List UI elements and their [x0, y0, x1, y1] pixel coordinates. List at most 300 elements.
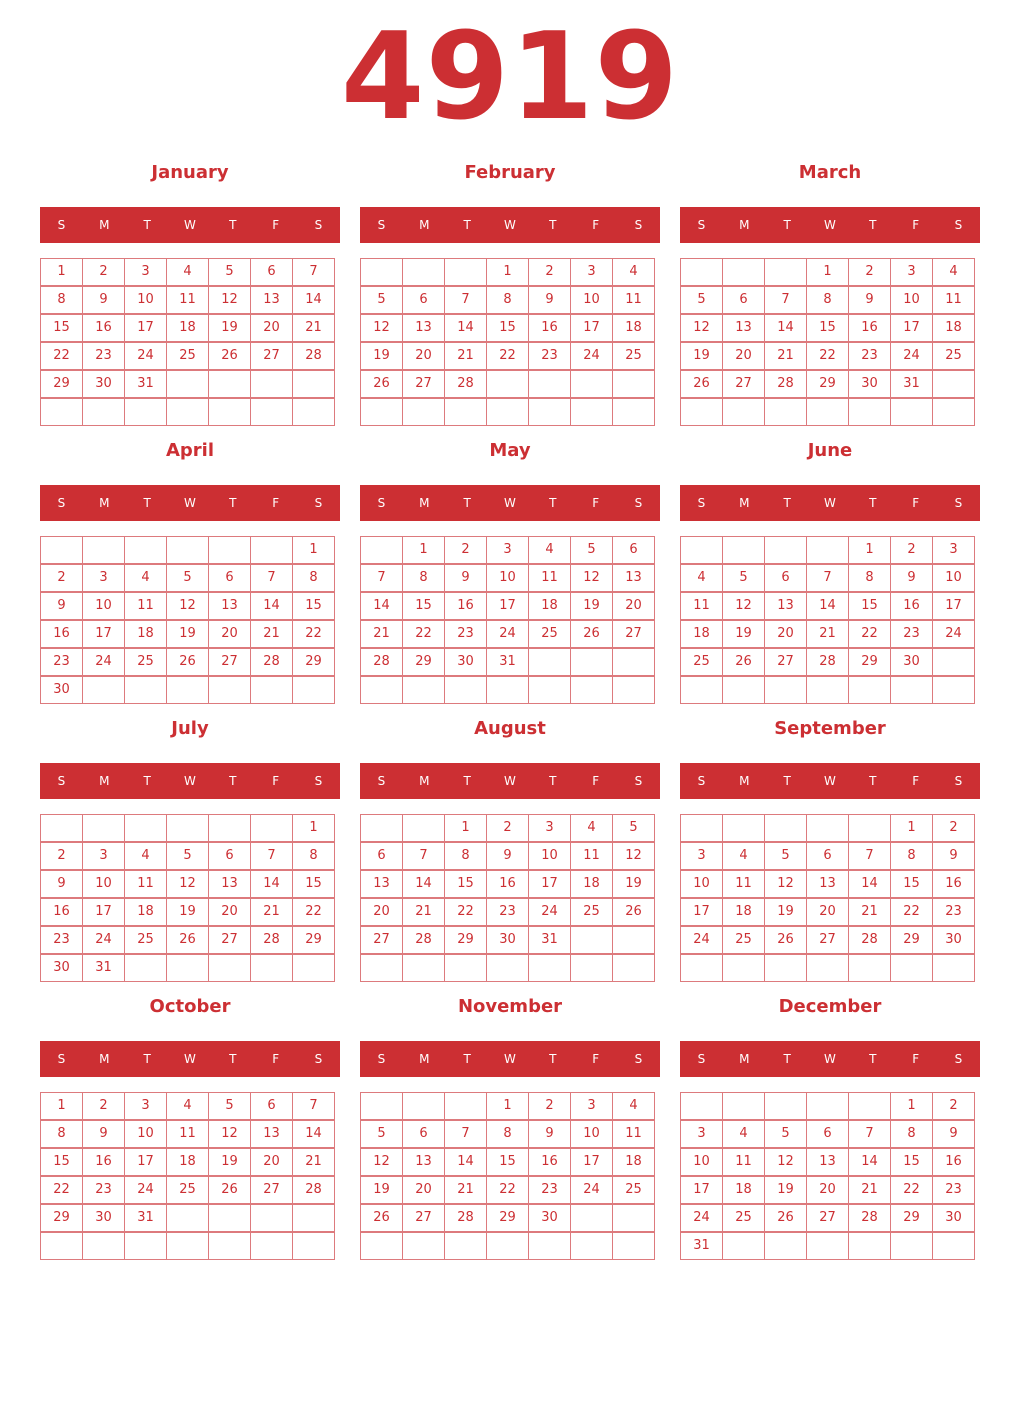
- day-cell: 11: [124, 592, 167, 620]
- empty-day-cell: [82, 814, 125, 842]
- weekday-label: T: [549, 1052, 557, 1066]
- day-cell: 6: [208, 564, 251, 592]
- day-cell: 29: [402, 648, 445, 676]
- empty-day-cell: [402, 814, 445, 842]
- day-cell: 14: [444, 314, 487, 342]
- day-cell: 26: [764, 1204, 807, 1232]
- week-row: [40, 342, 341, 370]
- day-cell: 16: [82, 314, 125, 342]
- empty-day-cell: [528, 370, 571, 398]
- weekday-label: W: [824, 496, 836, 510]
- day-cell: 2: [82, 258, 125, 286]
- empty-day-cell: [764, 814, 807, 842]
- weekday-label: W: [504, 1052, 516, 1066]
- day-cell: 26: [764, 926, 807, 954]
- day-cell: 8: [292, 564, 335, 592]
- day-cell: 14: [292, 1120, 335, 1148]
- day-cell: 7: [444, 286, 487, 314]
- weekday-label: F: [912, 1052, 920, 1066]
- day-cell: 7: [250, 842, 293, 870]
- day-cell: 22: [806, 342, 849, 370]
- day-cell: 22: [402, 620, 445, 648]
- day-cell: 11: [166, 286, 209, 314]
- day-cell: 21: [444, 1176, 487, 1204]
- week-row: [680, 398, 981, 426]
- day-cell: 6: [360, 842, 403, 870]
- day-cell: 12: [722, 592, 765, 620]
- day-cell: 13: [360, 870, 403, 898]
- day-cell: 14: [764, 314, 807, 342]
- empty-day-cell: [292, 676, 335, 704]
- empty-day-cell: [764, 536, 807, 564]
- day-cell: 13: [402, 314, 445, 342]
- day-cell: 16: [932, 870, 975, 898]
- day-grid: [40, 814, 341, 982]
- day-cell: 24: [82, 648, 125, 676]
- day-cell: 5: [208, 1092, 251, 1120]
- day-cell: 9: [486, 842, 529, 870]
- empty-day-cell: [722, 954, 765, 982]
- day-cell: 13: [208, 870, 251, 898]
- week-row: [40, 1204, 341, 1232]
- day-cell: 11: [932, 286, 975, 314]
- day-cell: 27: [402, 370, 445, 398]
- empty-day-cell: [722, 536, 765, 564]
- weekday-label: F: [592, 774, 600, 788]
- weekday-label: M: [739, 774, 750, 788]
- day-cell: 22: [848, 620, 891, 648]
- day-cell: 6: [722, 286, 765, 314]
- day-cell: 6: [612, 536, 655, 564]
- day-cell: 23: [932, 898, 975, 926]
- day-cell: 6: [208, 842, 251, 870]
- empty-day-cell: [250, 536, 293, 564]
- empty-day-cell: [612, 370, 655, 398]
- day-cell: 28: [250, 926, 293, 954]
- day-cell: 28: [806, 648, 849, 676]
- day-cell: 8: [402, 564, 445, 592]
- weekday-label: F: [912, 774, 920, 788]
- weekday-label: M: [419, 1052, 430, 1066]
- day-cell: 27: [722, 370, 765, 398]
- day-cell: 6: [806, 842, 849, 870]
- weekday-label: S: [57, 218, 66, 232]
- day-cell: 5: [360, 1120, 403, 1148]
- weekday-label: W: [824, 774, 836, 788]
- empty-day-cell: [166, 954, 209, 982]
- weekday-label: S: [57, 1052, 66, 1066]
- empty-day-cell: [360, 676, 403, 704]
- empty-day-cell: [82, 398, 125, 426]
- day-cell: 19: [360, 342, 403, 370]
- empty-day-cell: [680, 954, 723, 982]
- day-cell: 21: [444, 342, 487, 370]
- day-cell: 22: [40, 342, 83, 370]
- weekday-label: T: [463, 774, 471, 788]
- day-cell: 12: [764, 870, 807, 898]
- weekday-label: S: [697, 1052, 706, 1066]
- day-cell: 4: [612, 1092, 655, 1120]
- week-row: [680, 898, 981, 926]
- day-cell: 31: [890, 370, 933, 398]
- day-cell: 13: [806, 870, 849, 898]
- empty-day-cell: [486, 398, 529, 426]
- day-cell: 11: [124, 870, 167, 898]
- empty-day-cell: [292, 1232, 335, 1260]
- empty-day-cell: [932, 676, 975, 704]
- weekday-label: T: [229, 1052, 237, 1066]
- day-cell: 29: [806, 370, 849, 398]
- week-row: [680, 314, 981, 342]
- day-grid: [680, 1092, 981, 1260]
- day-cell: 24: [680, 926, 723, 954]
- weekday-label: W: [504, 218, 516, 232]
- weekday-label: M: [739, 496, 750, 510]
- empty-day-cell: [402, 954, 445, 982]
- day-cell: 25: [722, 1204, 765, 1232]
- weekday-label: F: [592, 218, 600, 232]
- weekday-label: M: [419, 496, 430, 510]
- day-cell: 21: [250, 620, 293, 648]
- day-cell: 11: [680, 592, 723, 620]
- empty-day-cell: [612, 1204, 655, 1232]
- day-cell: 9: [40, 870, 83, 898]
- week-row: [40, 1092, 341, 1120]
- week-row: [680, 1092, 981, 1120]
- weekday-label: W: [504, 496, 516, 510]
- empty-day-cell: [612, 926, 655, 954]
- day-cell: 5: [680, 286, 723, 314]
- week-row: [360, 564, 661, 592]
- weekday-label: T: [869, 1052, 877, 1066]
- empty-day-cell: [208, 1232, 251, 1260]
- empty-day-cell: [680, 398, 723, 426]
- empty-day-cell: [208, 954, 251, 982]
- day-cell: 17: [82, 620, 125, 648]
- empty-day-cell: [806, 398, 849, 426]
- empty-day-cell: [486, 676, 529, 704]
- weekday-label: W: [184, 1052, 196, 1066]
- empty-day-cell: [402, 1092, 445, 1120]
- day-cell: 3: [528, 814, 571, 842]
- day-cell: 23: [890, 620, 933, 648]
- day-cell: 13: [612, 564, 655, 592]
- day-cell: 20: [612, 592, 655, 620]
- empty-day-cell: [806, 1232, 849, 1260]
- day-cell: 27: [250, 342, 293, 370]
- day-cell: 14: [848, 870, 891, 898]
- empty-day-cell: [932, 398, 975, 426]
- week-row: [360, 342, 661, 370]
- week-row: [680, 814, 981, 842]
- day-cell: 15: [890, 1148, 933, 1176]
- day-grid: [680, 814, 981, 982]
- day-cell: 15: [40, 1148, 83, 1176]
- day-cell: 16: [890, 592, 933, 620]
- day-cell: 7: [444, 1120, 487, 1148]
- weekday-label: T: [229, 496, 237, 510]
- day-cell: 11: [570, 842, 613, 870]
- week-row: [40, 926, 341, 954]
- day-cell: 25: [124, 648, 167, 676]
- day-cell: 18: [680, 620, 723, 648]
- day-cell: 13: [250, 286, 293, 314]
- day-cell: 28: [848, 926, 891, 954]
- weekday-label: S: [314, 774, 323, 788]
- day-cell: 21: [402, 898, 445, 926]
- day-cell: 28: [402, 926, 445, 954]
- day-cell: 17: [680, 1176, 723, 1204]
- weekday-label: S: [954, 1052, 963, 1066]
- day-cell: 17: [680, 898, 723, 926]
- day-cell: 18: [722, 898, 765, 926]
- weekday-label: W: [824, 218, 836, 232]
- month-name: May: [489, 440, 531, 461]
- month-name: January: [151, 162, 229, 183]
- day-cell: 25: [680, 648, 723, 676]
- day-cell: 2: [40, 842, 83, 870]
- day-cell: 13: [402, 1148, 445, 1176]
- day-cell: 23: [932, 1176, 975, 1204]
- day-cell: 14: [444, 1148, 487, 1176]
- day-cell: 28: [764, 370, 807, 398]
- week-row: [40, 842, 341, 870]
- day-cell: 6: [250, 1092, 293, 1120]
- empty-day-cell: [402, 676, 445, 704]
- day-cell: 13: [250, 1120, 293, 1148]
- month-name: October: [149, 996, 231, 1017]
- weekday-header: [40, 207, 340, 243]
- day-cell: 2: [528, 1092, 571, 1120]
- day-cell: 7: [848, 842, 891, 870]
- empty-day-cell: [402, 398, 445, 426]
- day-cell: 26: [360, 1204, 403, 1232]
- day-cell: 17: [890, 314, 933, 342]
- weekday-label: W: [184, 496, 196, 510]
- day-cell: 19: [208, 314, 251, 342]
- week-row: [360, 954, 661, 982]
- day-cell: 19: [166, 898, 209, 926]
- day-cell: 18: [166, 1148, 209, 1176]
- day-cell: 25: [722, 926, 765, 954]
- day-cell: 1: [486, 1092, 529, 1120]
- day-cell: 19: [166, 620, 209, 648]
- empty-day-cell: [932, 954, 975, 982]
- empty-day-cell: [890, 1232, 933, 1260]
- weekday-label: M: [419, 218, 430, 232]
- day-cell: 5: [166, 842, 209, 870]
- day-cell: 5: [722, 564, 765, 592]
- day-cell: 21: [292, 1148, 335, 1176]
- day-cell: 6: [250, 258, 293, 286]
- day-cell: 23: [528, 1176, 571, 1204]
- day-cell: 9: [932, 842, 975, 870]
- day-grid: [360, 258, 661, 426]
- weekday-label: T: [143, 774, 151, 788]
- weekday-label: S: [377, 1052, 386, 1066]
- week-row: [360, 898, 661, 926]
- empty-day-cell: [612, 1232, 655, 1260]
- day-cell: 20: [806, 898, 849, 926]
- day-cell: 24: [890, 342, 933, 370]
- day-cell: 26: [208, 342, 251, 370]
- day-cell: 4: [166, 1092, 209, 1120]
- week-row: [360, 842, 661, 870]
- day-cell: 24: [124, 1176, 167, 1204]
- weekday-label: S: [954, 774, 963, 788]
- day-cell: 7: [402, 842, 445, 870]
- day-cell: 24: [570, 1176, 613, 1204]
- month-name: December: [778, 996, 882, 1017]
- empty-day-cell: [166, 398, 209, 426]
- day-cell: 31: [680, 1232, 723, 1260]
- day-cell: 3: [82, 842, 125, 870]
- day-cell: 6: [764, 564, 807, 592]
- day-cell: 15: [848, 592, 891, 620]
- weekday-label: F: [592, 1052, 600, 1066]
- day-cell: 22: [890, 1176, 933, 1204]
- week-row: [680, 620, 981, 648]
- empty-day-cell: [680, 814, 723, 842]
- day-cell: 17: [570, 314, 613, 342]
- day-cell: 16: [40, 898, 83, 926]
- week-row: [360, 620, 661, 648]
- day-cell: 30: [82, 1204, 125, 1232]
- empty-day-cell: [402, 258, 445, 286]
- day-cell: 19: [570, 592, 613, 620]
- day-cell: 10: [932, 564, 975, 592]
- day-cell: 30: [932, 1204, 975, 1232]
- day-cell: 12: [612, 842, 655, 870]
- month-name: November: [457, 996, 563, 1017]
- day-cell: 20: [250, 1148, 293, 1176]
- week-row: [40, 370, 341, 398]
- day-cell: 22: [292, 620, 335, 648]
- day-cell: 4: [166, 258, 209, 286]
- empty-day-cell: [612, 398, 655, 426]
- day-cell: 10: [124, 286, 167, 314]
- empty-day-cell: [360, 1092, 403, 1120]
- week-row: [360, 648, 661, 676]
- day-cell: 19: [680, 342, 723, 370]
- day-cell: 17: [486, 592, 529, 620]
- month-name: June: [807, 440, 853, 461]
- day-cell: 27: [250, 1176, 293, 1204]
- empty-day-cell: [722, 258, 765, 286]
- day-cell: 4: [570, 814, 613, 842]
- day-cell: 15: [486, 314, 529, 342]
- day-cell: 2: [40, 564, 83, 592]
- week-row: [680, 1232, 981, 1260]
- day-cell: 10: [570, 1120, 613, 1148]
- day-cell: 28: [444, 370, 487, 398]
- day-cell: 1: [40, 258, 83, 286]
- day-cell: 9: [932, 1120, 975, 1148]
- day-cell: 28: [292, 1176, 335, 1204]
- day-cell: 1: [402, 536, 445, 564]
- day-cell: 23: [528, 342, 571, 370]
- day-cell: 2: [528, 258, 571, 286]
- week-row: [360, 286, 661, 314]
- empty-day-cell: [360, 536, 403, 564]
- weekday-label: M: [99, 1052, 110, 1066]
- weekday-label: T: [463, 496, 471, 510]
- empty-day-cell: [208, 398, 251, 426]
- day-cell: 7: [360, 564, 403, 592]
- day-grid: [360, 1092, 661, 1260]
- empty-day-cell: [82, 676, 125, 704]
- day-cell: 26: [722, 648, 765, 676]
- week-row: [360, 1176, 661, 1204]
- month-name: July: [171, 718, 209, 739]
- day-cell: 3: [570, 1092, 613, 1120]
- empty-day-cell: [764, 1092, 807, 1120]
- weekday-label: S: [314, 1052, 323, 1066]
- weekday-label: S: [377, 496, 386, 510]
- empty-day-cell: [570, 1232, 613, 1260]
- day-cell: 30: [848, 370, 891, 398]
- weekday-label: T: [463, 1052, 471, 1066]
- empty-day-cell: [166, 536, 209, 564]
- day-cell: 12: [764, 1148, 807, 1176]
- empty-day-cell: [570, 954, 613, 982]
- day-cell: 2: [848, 258, 891, 286]
- day-cell: 22: [486, 1176, 529, 1204]
- weekday-label: T: [229, 218, 237, 232]
- day-cell: 16: [82, 1148, 125, 1176]
- empty-day-cell: [612, 676, 655, 704]
- week-row: [680, 926, 981, 954]
- empty-day-cell: [528, 398, 571, 426]
- month-name: March: [798, 162, 862, 183]
- day-cell: 22: [444, 898, 487, 926]
- day-cell: 29: [444, 926, 487, 954]
- day-cell: 9: [528, 286, 571, 314]
- weekday-label: F: [272, 496, 280, 510]
- week-row: [40, 564, 341, 592]
- day-cell: 10: [890, 286, 933, 314]
- day-cell: 9: [82, 1120, 125, 1148]
- empty-day-cell: [722, 676, 765, 704]
- day-cell: 16: [528, 1148, 571, 1176]
- weekday-label: T: [549, 774, 557, 788]
- day-cell: 25: [166, 342, 209, 370]
- day-cell: 22: [292, 898, 335, 926]
- day-cell: 20: [208, 620, 251, 648]
- week-row: [360, 314, 661, 342]
- week-row: [680, 592, 981, 620]
- day-cell: 9: [848, 286, 891, 314]
- day-cell: 10: [82, 870, 125, 898]
- day-cell: 7: [848, 1120, 891, 1148]
- week-row: [680, 1148, 981, 1176]
- week-row: [40, 1232, 341, 1260]
- weekday-label: S: [954, 496, 963, 510]
- weekday-label: W: [184, 218, 196, 232]
- week-row: [40, 592, 341, 620]
- day-cell: 20: [806, 1176, 849, 1204]
- day-cell: 29: [486, 1204, 529, 1232]
- day-cell: 20: [250, 314, 293, 342]
- week-row: [360, 370, 661, 398]
- day-cell: 28: [360, 648, 403, 676]
- day-cell: 14: [360, 592, 403, 620]
- day-cell: 15: [292, 592, 335, 620]
- day-cell: 27: [806, 926, 849, 954]
- week-row: [40, 954, 341, 982]
- day-cell: 20: [764, 620, 807, 648]
- empty-day-cell: [764, 258, 807, 286]
